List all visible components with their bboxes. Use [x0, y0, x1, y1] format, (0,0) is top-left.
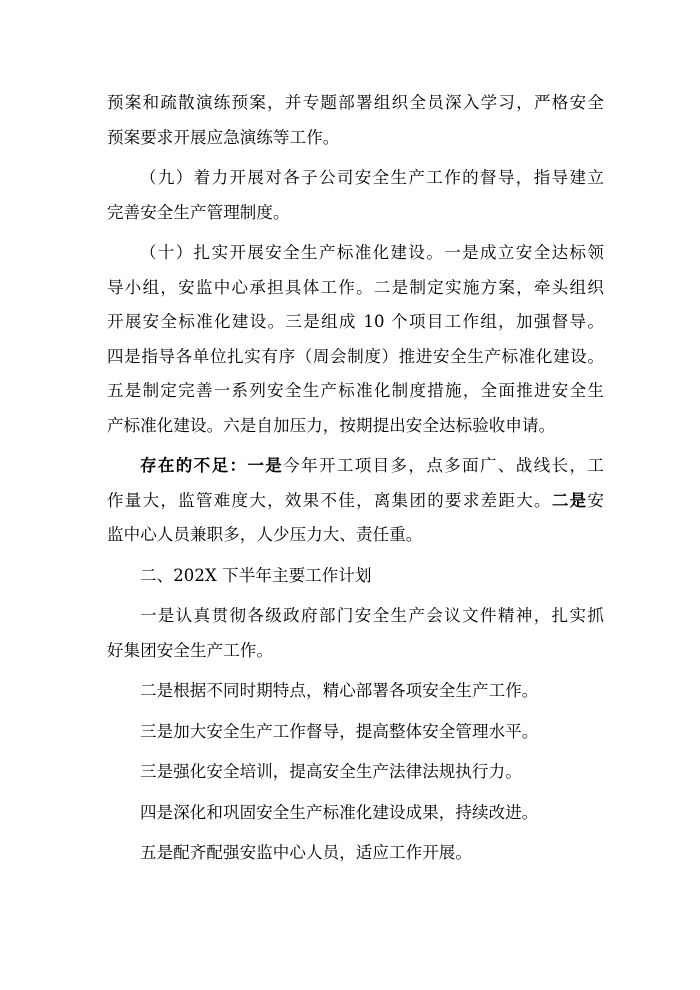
point-one-label: 一是: [247, 456, 284, 475]
plan-item-2: 二是根据不同时期特点，精心部署各项安全生产工作。: [140, 681, 539, 700]
plan-item-4: 三是强化安全培训，提高安全生产法律法规执行力。: [140, 762, 522, 781]
text-span: 今年开工项目多，点多面广、战线长，工: [283, 456, 604, 475]
text-line: 产标准化建设。六是自加压力，按期提出安全达标验收申请。: [107, 415, 556, 435]
text-line: 开展安全标准化建设。三是组成 10 个项目工作组，加强督导。: [107, 312, 604, 331]
text-line: 四是指导各单位扎实有序（周会制度）推进安全生产标准化建设。: [107, 346, 604, 366]
text-line: （九）着力开展对各子公司安全生产工作的督导，指导建立: [140, 168, 604, 187]
text-span: 安: [587, 490, 605, 510]
paragraph-shortcomings: [107, 449, 604, 553]
paragraph-emergency-plans: [107, 86, 604, 155]
text-line: 预案要求开展应急演练等工作。: [107, 127, 340, 147]
document-body: [107, 86, 604, 871]
paragraph-item-9: [107, 161, 604, 230]
text-line: 好集团安全生产工作。: [107, 640, 273, 660]
text-line: （十）扎实开展安全生产标准化建设。一是成立安全达标领: [140, 243, 604, 262]
plan-item-3: 三是加大安全生产工作督导，提高整体安全管理水平。: [140, 721, 539, 741]
text-line: [107, 484, 604, 519]
text-line: 预案和疏散演练预案，并专题部署组织全员深入学习，严格安全: [107, 93, 604, 112]
section-heading: 二、202X 下半年主要工作计划: [140, 565, 372, 585]
point-two-label: 二是: [551, 490, 588, 510]
plan-item-6: 五是配齐配强安监中心人员，适应工作开展。: [140, 843, 472, 862]
shortcomings-label: 存在的不足：: [140, 456, 248, 475]
text-line: 一是认真贯彻各级政府部门安全生产会议文件精神，扎实抓: [140, 606, 604, 625]
plan-item-1: [107, 599, 604, 668]
text-line: 导小组，安监中心承担具体工作。二是制定实施方案，牵头组织: [107, 277, 604, 297]
text-line: 五是制定完善一系列安全生产标准化制度措施，全面推进安全生: [107, 381, 604, 400]
paragraph-item-10: [107, 236, 604, 443]
text-line: 完善安全生产管理制度。: [107, 202, 290, 222]
text-line: [107, 449, 604, 484]
plan-item-5: 四是深化和巩固安全生产标准化建设成果，持续改进。: [140, 802, 539, 822]
text-line: 监中心人员兼职多，人少压力大、责任重。: [107, 525, 423, 544]
text-span: 作量大，监管难度大，效果不佳，离集团的要求差距大。: [107, 490, 552, 510]
